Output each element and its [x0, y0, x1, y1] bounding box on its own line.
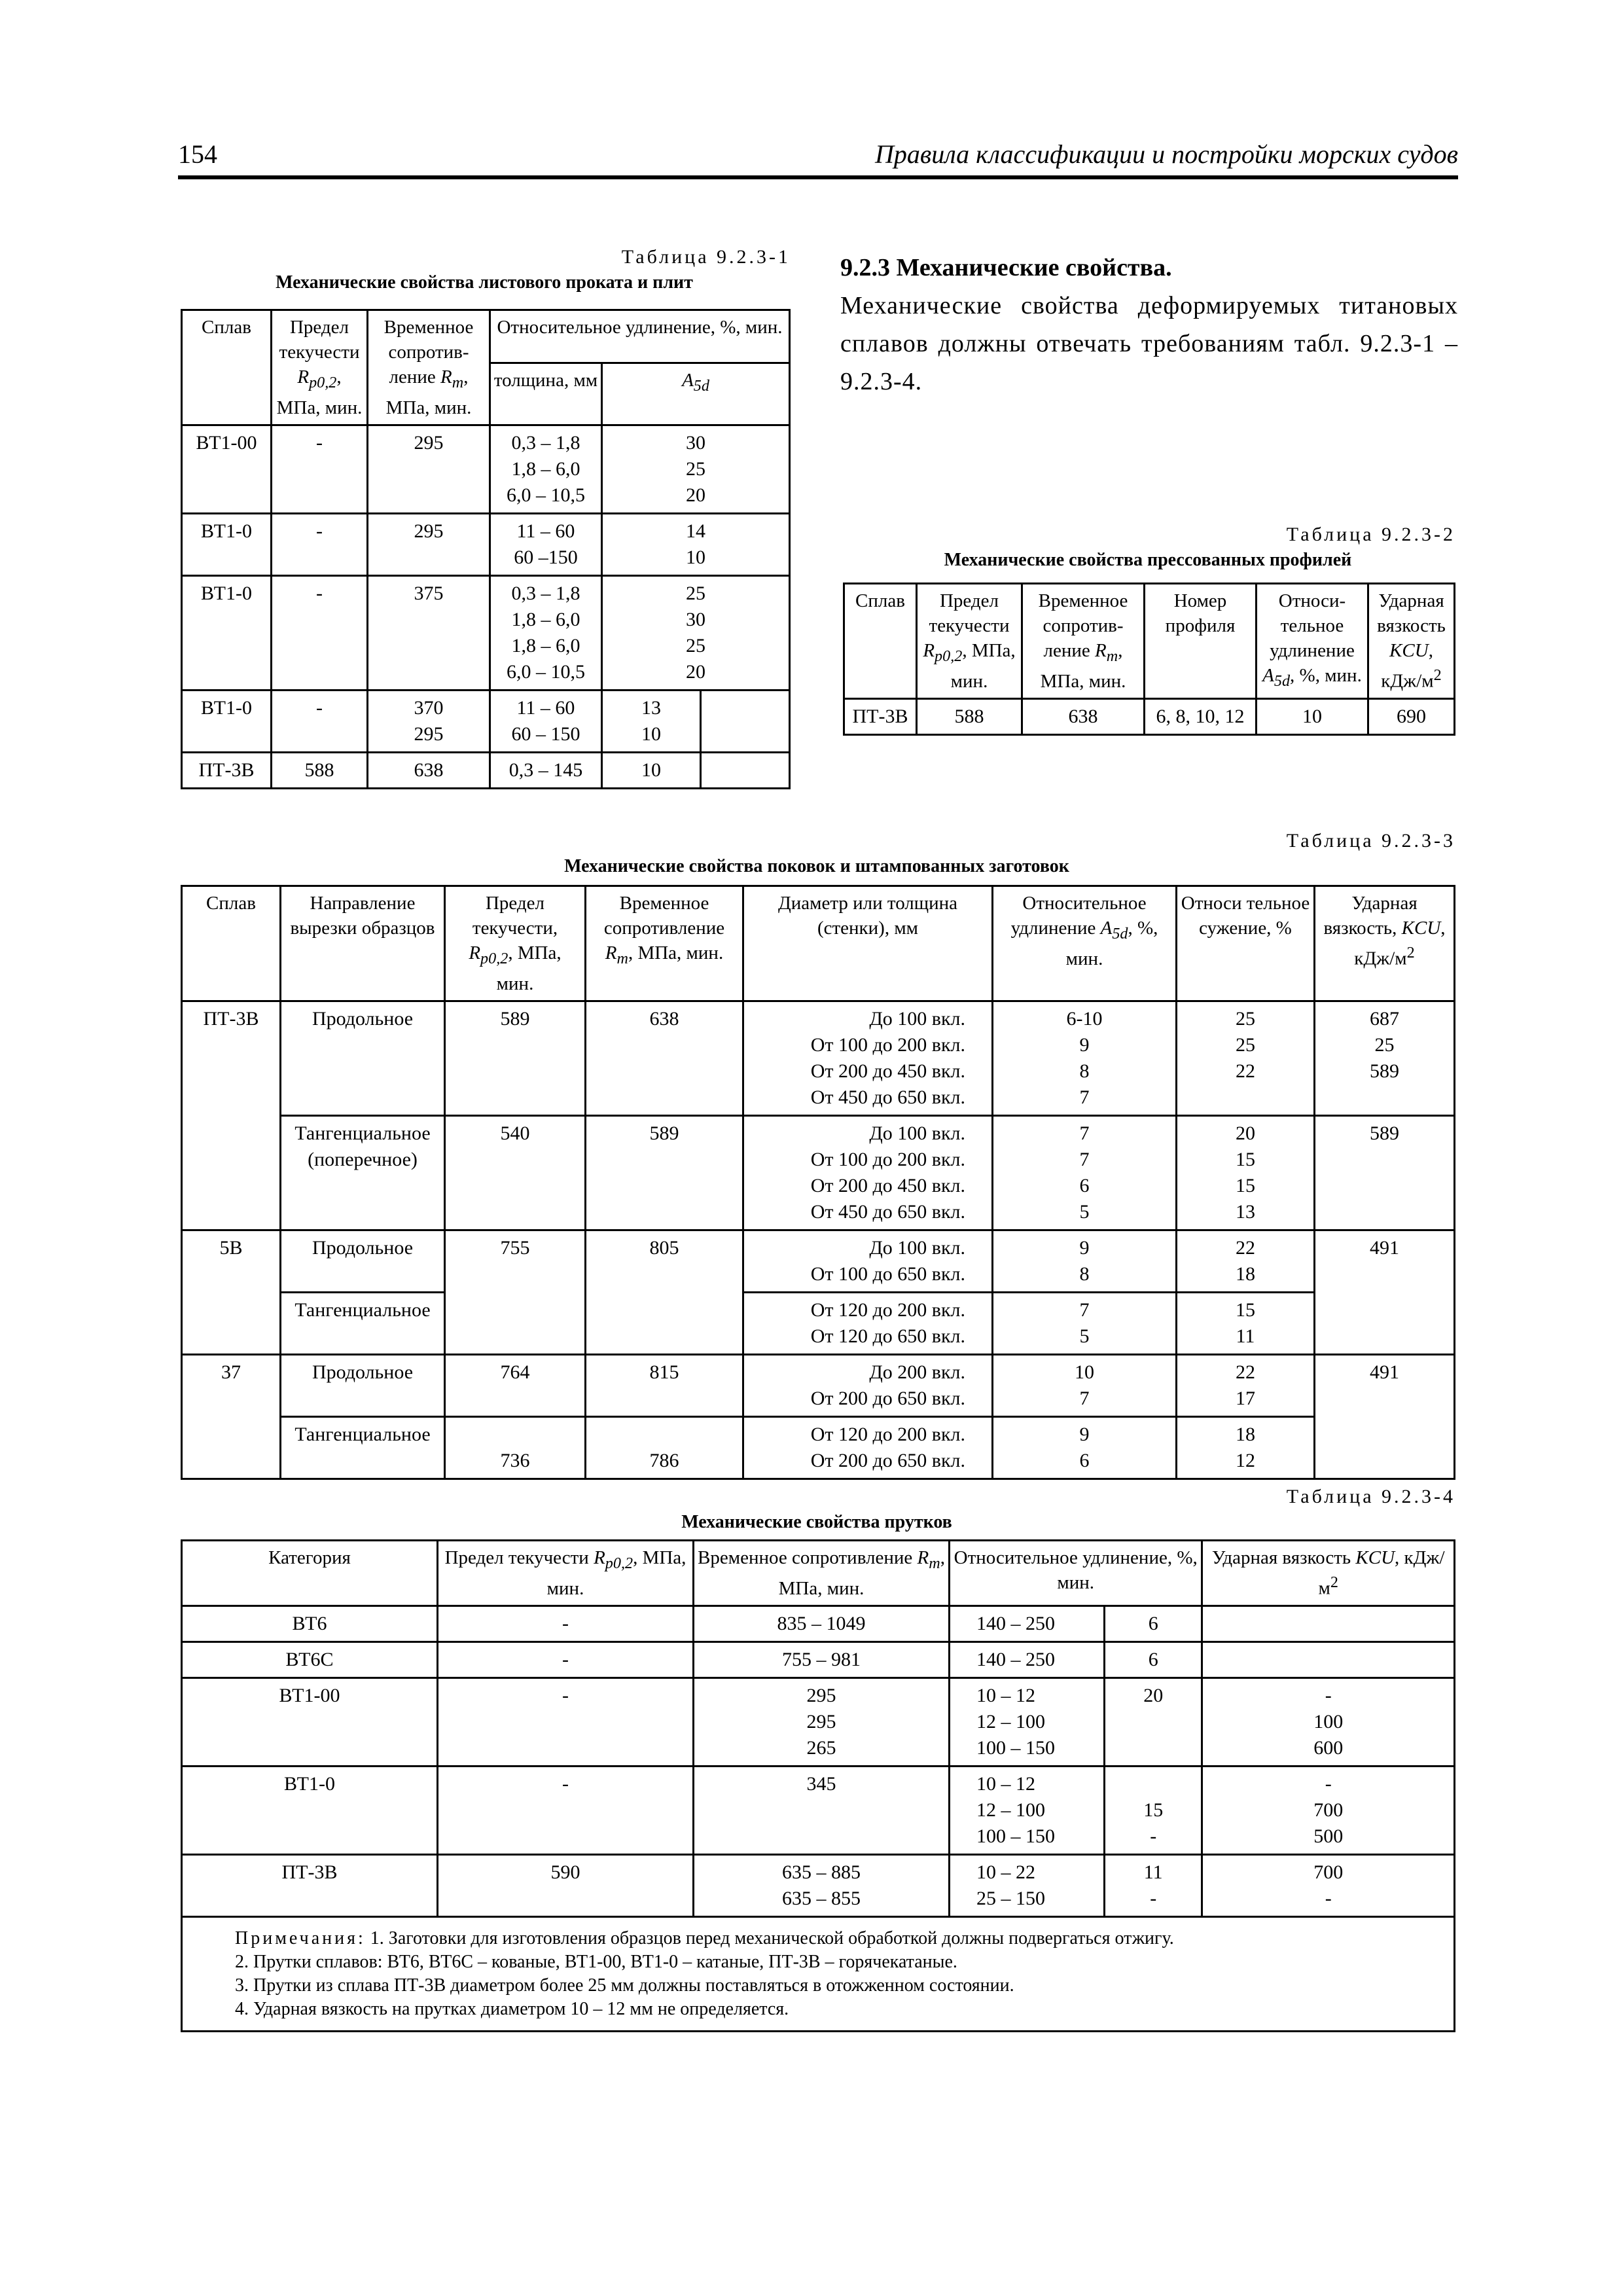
t3-cell-diameter: До 200 вкл. От 200 до 650 вкл.	[743, 1354, 993, 1416]
t3-header-tensile: Временное сопротивление $R_m$, МПа, мин.	[586, 886, 743, 1001]
t3-cell-diameter: До 100 вкл. От 100 до 650 вкл.	[743, 1230, 993, 1292]
t3-cell-direction: Продольное	[281, 1354, 445, 1416]
t1-cell-extra	[701, 690, 790, 752]
t1-cell-a5d: 10	[602, 752, 701, 788]
t4-cell-category: ВТ1-00	[182, 1677, 438, 1766]
note-2: 2. Прутки сплавов: ВТ6, ВТ6С – кованые, ВТ1-00, ВТ1-0 – катаные, ПТ-3В – горячекатаные.	[235, 1951, 957, 1972]
t2-header-yield: Предел текучести $R_{p0,2}$, МПа, мин.	[917, 584, 1022, 699]
t1-header-elong: Относительное удлинение, %, мин.	[490, 310, 790, 363]
note-1: 1. Заготовки для изготовления образцов перед механической обработкой должны подвергаться отжигу.	[370, 1928, 1174, 1948]
table-row	[182, 1354, 1455, 1416]
t3-cell-elong: 9 6	[993, 1416, 1177, 1479]
running-title: Правила классификации и постройки морских судов	[874, 139, 1458, 169]
t1-cell-yield: -	[272, 575, 368, 690]
t1-cell-yield: -	[272, 690, 368, 752]
t1-cell-a5d: 30 25 20	[602, 425, 790, 513]
t4-header-category: Категория	[182, 1541, 438, 1606]
note-4: 4. Ударная вязкость на прутках диаметром 10 – 12 мм не определяется.	[235, 1998, 789, 2019]
table2-title: Механические свойства прессованных профилей	[944, 550, 1352, 570]
note-3: 3. Прутки из сплава ПТ-3В диаметром более 25 мм должны поставляться в отожженном состоянии.	[235, 1975, 1014, 1996]
table-row	[182, 1854, 1455, 1916]
section-text: Механические свойства деформируемых титановых сплавов должны отвечать требованиям табл. 9.2.3-1 – 9.2.3-4.	[840, 292, 1458, 395]
t1-cell-alloy: ВТ1-0	[182, 513, 272, 575]
t4-cell-elong: 6	[1105, 1641, 1202, 1677]
table4-label: Таблица 9.2.3-4	[1286, 1486, 1455, 1507]
t3-cell-reduction: 25 25 22	[1177, 1001, 1315, 1115]
t3-cell-yield: 764	[445, 1354, 586, 1416]
t1-cell-yield: -	[272, 513, 368, 575]
t3-cell-tensile: 638	[586, 1001, 743, 1115]
table4-title: Механические свойства прутков	[681, 1512, 952, 1532]
t3-cell-reduction: 15 11	[1177, 1292, 1315, 1354]
t4-cell-yield: -	[438, 1641, 694, 1677]
t1-header-alloy: Сплав	[182, 310, 272, 425]
t4-cell-tensile: 345	[694, 1766, 950, 1854]
table1-title: Механические свойства листового проката и плит	[276, 272, 693, 293]
t4-cell-diameter: 10 – 22 25 – 150	[950, 1854, 1105, 1916]
t3-header-alloy: Сплав	[182, 886, 281, 1001]
t1-cell-thickness: 0,3 – 145	[490, 752, 602, 788]
t3-cell-yield: 736	[445, 1416, 586, 1479]
section-block	[840, 249, 1458, 401]
t1-cell-tensile: 375	[368, 575, 490, 690]
t3-cell-reduction: 22 17	[1177, 1354, 1315, 1416]
t3-cell-elong: 7 5	[993, 1292, 1177, 1354]
t3-header-direction: Направление вырезки образцов	[281, 886, 445, 1001]
table-row	[182, 1677, 1455, 1766]
t4-cell-kcu	[1202, 1641, 1455, 1677]
t3-cell-reduction: 22 18	[1177, 1230, 1315, 1292]
t3-cell-alloy: 37	[182, 1354, 281, 1479]
t1-cell-tensile: 295	[368, 513, 490, 575]
table-row	[182, 1605, 1455, 1641]
t4-cell-yield: -	[438, 1766, 694, 1854]
t3-cell-kcu: 589	[1315, 1115, 1455, 1230]
t3-cell-tensile: 805	[586, 1230, 743, 1354]
t3-header-yield: Предел текучести, $R_{p0,2}$, МПа, мин.	[445, 886, 586, 1001]
table-row	[182, 1115, 1455, 1230]
t4-cell-elong: 6	[1105, 1605, 1202, 1641]
t3-cell-direction: Тангенциальное	[281, 1292, 445, 1354]
header-rule	[178, 175, 1458, 179]
t3-cell-diameter: От 120 до 200 вкл. От 200 до 650 вкл.	[743, 1416, 993, 1479]
t2-cell: 10	[1257, 698, 1368, 734]
t3-cell-yield: 755	[445, 1230, 586, 1354]
t1-cell-alloy: ВТ1-0	[182, 575, 272, 690]
t3-cell-kcu: 491	[1315, 1354, 1455, 1479]
t4-cell-yield: -	[438, 1605, 694, 1641]
t1-cell-tensile: 295	[368, 425, 490, 513]
t2-cell: 6, 8, 10, 12	[1145, 698, 1257, 734]
t2-header-elong: Относи-тельное удлинение $A_{5d}$, %, мин.	[1257, 584, 1368, 699]
t4-cell-category: ПТ-3В	[182, 1854, 438, 1916]
t3-cell-yield: 540	[445, 1115, 586, 1230]
t3-cell-elong: 10 7	[993, 1354, 1177, 1416]
t3-cell-kcu: 491	[1315, 1230, 1455, 1354]
t2-header-kcu: Ударная вязкость KCU, кДж/$м^2$	[1368, 584, 1455, 699]
t4-cell-kcu	[1202, 1605, 1455, 1641]
t3-header-kcu: Ударная вязкость, KCU, кДж/$м^2$	[1315, 886, 1455, 1001]
t4-cell-tensile: 295 295 265	[694, 1677, 950, 1766]
table4	[181, 1539, 1455, 2032]
t2-cell: 588	[917, 698, 1022, 734]
t1-cell-a5d: 13 10	[602, 690, 701, 752]
t3-cell-alloy: 5В	[182, 1230, 281, 1354]
t2-header-tensile: Временное сопротив-ление $R_m$, МПа, мин.	[1022, 584, 1145, 699]
t1-cell-yield: -	[272, 425, 368, 513]
t3-cell-elong: 6-10 9 8 7	[993, 1001, 1177, 1115]
table-row	[844, 698, 1455, 734]
t4-cell-diameter: 10 – 12 12 – 100 100 – 150	[950, 1677, 1105, 1766]
t3-cell-elong: 7 7 6 5	[993, 1115, 1177, 1230]
t1-header-thickness: толщина, мм	[490, 363, 602, 425]
t3-cell-direction: Продольное	[281, 1230, 445, 1292]
t4-cell-yield: -	[438, 1677, 694, 1766]
t4-header-kcu: Ударная вязкость KCU, кДж/$м^2$	[1202, 1541, 1455, 1606]
t2-cell: 690	[1368, 698, 1455, 734]
t4-cell-tensile: 635 – 885 635 – 855	[694, 1854, 950, 1916]
table-row	[182, 1001, 1455, 1115]
t4-cell-diameter: 140 – 250	[950, 1641, 1105, 1677]
t4-header-elong: Относительное удлинение, %, мин.	[950, 1541, 1202, 1606]
t2-cell: ПТ-3В	[844, 698, 917, 734]
table3-title: Механические свойства поковок и штампованных заготовок	[564, 856, 1069, 876]
t3-cell-alloy: ПТ-3В	[182, 1001, 281, 1230]
t3-header-elong: Относительное удлинение $A_{5d}$, %, мин.	[993, 886, 1177, 1001]
t4-cell-diameter: 140 – 250	[950, 1605, 1105, 1641]
table4-notes	[182, 1916, 1455, 2031]
t4-cell-kcu: - 700 500	[1202, 1766, 1455, 1854]
t1-cell-alloy: ВТ1-00	[182, 425, 272, 513]
t4-cell-category: ВТ6С	[182, 1641, 438, 1677]
table-row	[182, 425, 790, 513]
t3-cell-kcu: 687 25 589	[1315, 1001, 1455, 1115]
t1-cell-thickness: 11 – 60 60 – 150	[490, 690, 602, 752]
t3-cell-diameter: От 120 до 200 вкл. От 120 до 650 вкл.	[743, 1292, 993, 1354]
t3-cell-elong: 9 8	[993, 1230, 1177, 1292]
page-number: 154	[178, 139, 217, 169]
table-row	[182, 1766, 1455, 1854]
table-row	[182, 1416, 1455, 1479]
t1-cell-a5d: 14 10	[602, 513, 790, 575]
t4-header-yield: Предел текучести $R_{p0,2}$, МПа, мин.	[438, 1541, 694, 1606]
table-row	[182, 690, 790, 752]
table-row	[182, 1230, 1455, 1292]
table3	[181, 885, 1455, 1480]
notes-label: Примечания:	[235, 1928, 366, 1948]
t3-cell-reduction: 18 12	[1177, 1416, 1315, 1479]
t3-header-reduction: Относи тельное сужение, %	[1177, 886, 1315, 1001]
t4-cell-kcu: - 100 600	[1202, 1677, 1455, 1766]
t1-cell-tensile: 638	[368, 752, 490, 788]
t2-header-profile: Номер профиля	[1145, 584, 1257, 699]
t3-cell-reduction: 20 15 15 13	[1177, 1115, 1315, 1230]
t1-header-yield: Предел текучести $R_{p0,2}$, МПа, мин.	[272, 310, 368, 425]
t3-cell-diameter: До 100 вкл. От 100 до 200 вкл. От 200 до 450 вкл. От 450 до 650 вкл.	[743, 1115, 993, 1230]
table3-label: Таблица 9.2.3-3	[1286, 830, 1455, 852]
t1-cell-thickness: 0,3 – 1,8 1,8 – 6,0 1,8 – 6,0 6,0 – 10,5	[490, 575, 602, 690]
t1-cell-thickness: 0,3 – 1,8 1,8 – 6,0 6,0 – 10,5	[490, 425, 602, 513]
t1-header-a5d: $A_{5d}$	[602, 363, 790, 425]
table2-label: Таблица 9.2.3-2	[1286, 524, 1455, 545]
t4-cell-category: ВТ1-0	[182, 1766, 438, 1854]
t1-header-tensile: Временное сопротив-ление $R_m$, МПа, мин.	[368, 310, 490, 425]
table-row	[182, 513, 790, 575]
table2	[843, 583, 1455, 736]
section-title: 9.2.3 Механические свойства.	[840, 254, 1172, 281]
table-row	[182, 575, 790, 690]
t4-cell-category: ВТ6	[182, 1605, 438, 1641]
t3-cell-diameter: До 100 вкл. От 100 до 200 вкл. От 200 до 450 вкл. От 450 до 650 вкл.	[743, 1001, 993, 1115]
t1-cell-a5d: 25 30 25 20	[602, 575, 790, 690]
t2-header-alloy: Сплав	[844, 584, 917, 699]
t4-cell-elong: 15 -	[1105, 1766, 1202, 1854]
t3-cell-tensile: 815	[586, 1354, 743, 1416]
t4-cell-kcu: 700 -	[1202, 1854, 1455, 1916]
t3-header-diameter: Диаметр или толщина (стенки), мм	[743, 886, 993, 1001]
t3-cell-tensile: 786	[586, 1416, 743, 1479]
t1-cell-extra	[701, 752, 790, 788]
table-row	[182, 1641, 1455, 1677]
t3-cell-tensile: 589	[586, 1115, 743, 1230]
t4-cell-elong: 20	[1105, 1677, 1202, 1766]
t1-cell-alloy: ПТ-3В	[182, 752, 272, 788]
t4-cell-tensile: 835 – 1049	[694, 1605, 950, 1641]
table1-label: Таблица 9.2.3-1	[621, 246, 791, 268]
t1-cell-thickness: 11 – 60 60 –150	[490, 513, 602, 575]
t4-cell-diameter: 10 – 12 12 – 100 100 – 150	[950, 1766, 1105, 1854]
t1-cell-yield: 588	[272, 752, 368, 788]
t4-header-tensile: Временное сопротивление $R_m$, МПа, мин.	[694, 1541, 950, 1606]
t3-cell-direction: Тангенциальное (поперечное)	[281, 1115, 445, 1230]
table-row	[182, 1292, 1455, 1354]
t3-cell-direction: Продольное	[281, 1001, 445, 1115]
t3-cell-yield: 589	[445, 1001, 586, 1115]
t4-cell-tensile: 755 – 981	[694, 1641, 950, 1677]
t4-cell-elong: 11 -	[1105, 1854, 1202, 1916]
t2-cell: 638	[1022, 698, 1145, 734]
table1	[181, 309, 791, 789]
t1-cell-tensile: 370 295	[368, 690, 490, 752]
table-row	[182, 752, 790, 788]
t1-cell-alloy: ВТ1-0	[182, 690, 272, 752]
t3-cell-direction: Тангенциальное	[281, 1416, 445, 1479]
t4-cell-yield: 590	[438, 1854, 694, 1916]
